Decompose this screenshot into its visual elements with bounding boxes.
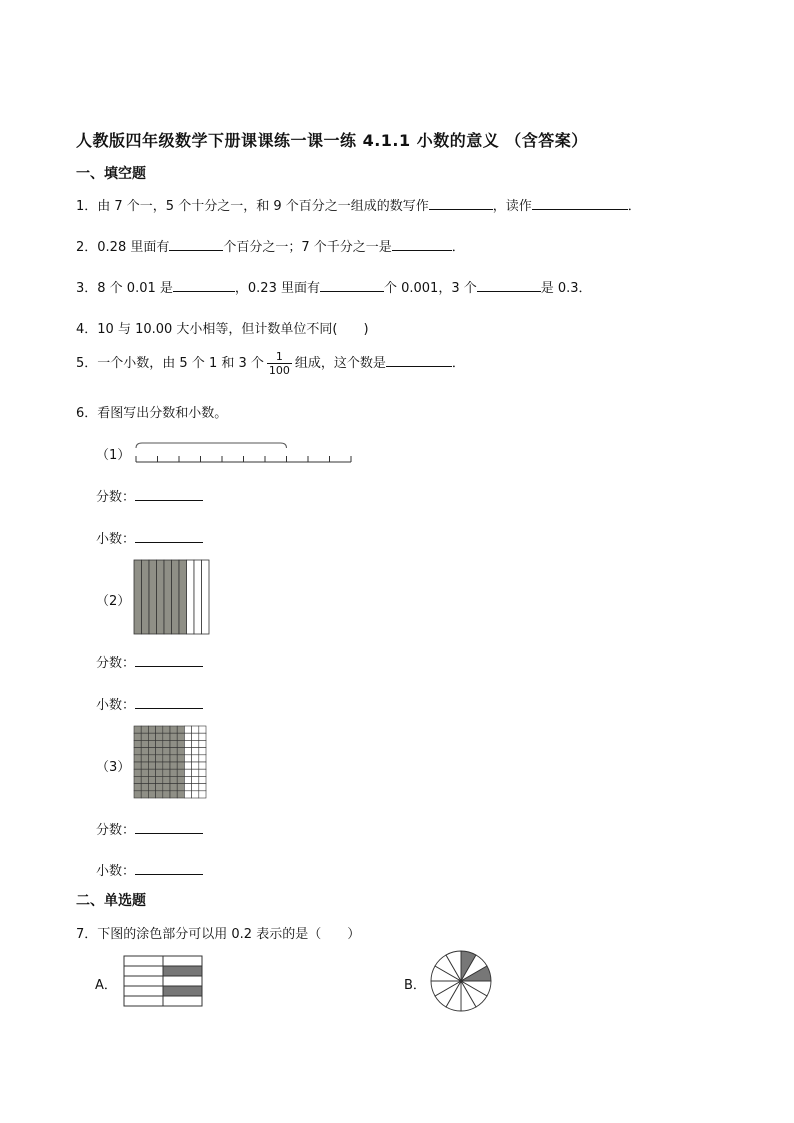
part-1-label: （1） [96,448,131,463]
q2-text-b: 个百分之一；7 个千分之一是 [223,240,392,255]
grid-cell [141,769,148,776]
grid-cell [199,755,206,762]
question-1 [76,195,641,214]
grid-cell [134,726,141,733]
grid-cell [163,755,170,762]
grid-cell [199,748,206,755]
grid-cell [192,748,199,755]
grid-cell [141,784,148,791]
q1-text-c: ． [627,199,641,214]
fraction-numerator: 1 [267,350,292,364]
grid-cell [192,791,199,798]
grid-cell [148,740,155,747]
grid-cell [192,762,199,769]
grid-cell [134,762,141,769]
grid-cell [199,733,206,740]
fraction-label: 分数： [96,656,136,671]
grid-cell [163,769,170,776]
grid-cell [192,776,199,783]
grid-cell [177,784,184,791]
grid-cell [184,791,191,798]
grid-cell [134,784,141,791]
grid-cell [192,740,199,747]
grid-cell [177,740,184,747]
q3-text-a: 3．8 个 0.01 是 [76,281,173,296]
ruler-brace [136,443,287,448]
optA-cell [124,996,163,1006]
part-3-decimal-blank[interactable] [135,862,203,875]
q1-answer-blank-2[interactable] [532,197,628,210]
grid-cell [134,755,141,762]
optA-cell [163,996,202,1006]
grid-cell [156,733,163,740]
optA-cell [163,956,202,966]
grid-cell [177,769,184,776]
optA-cell [163,966,202,976]
grid-cell [199,769,206,776]
grid-cell [177,791,184,798]
grid-cell [170,726,177,733]
q5-fraction [267,350,292,377]
decimal-label: 小数： [96,864,136,879]
fraction-denominator: 100 [268,364,290,377]
grid-cell [170,791,177,798]
q1-text-a: 1．由 7 个一，5 个十分之一，和 9 个百分之一组成的数写作 [76,199,429,214]
part-3-fraction-row [96,819,203,838]
strip-column [164,560,172,634]
strip-column [172,560,180,634]
grid-cell [134,791,141,798]
grid-cell [170,769,177,776]
grid-cell [163,726,170,733]
grid-cell [163,776,170,783]
grid-cell [192,769,199,776]
grid-cell [192,784,199,791]
strip-column [202,560,210,634]
grid-cell [163,733,170,740]
grid-cell [156,762,163,769]
part-2-fraction-row [96,652,203,671]
grid-cell [156,776,163,783]
grid-cell [148,748,155,755]
grid-cell [156,740,163,747]
part-2-decimal-blank[interactable] [135,696,203,709]
grid-cell [134,733,141,740]
grid-cell [163,740,170,747]
grid-cell [177,755,184,762]
grid-cell [184,769,191,776]
grid-cell [134,740,141,747]
grid-cell [148,769,155,776]
q5-text-b: 组成，这个数是 [294,356,386,371]
grid-cell [192,733,199,740]
grid-cell [170,748,177,755]
grid-cell [184,726,191,733]
grid-cell [141,748,148,755]
section-heading-single-choice: 二、单选题 [76,893,146,909]
q2-answer-blank-2[interactable] [392,238,452,251]
grid-cell [177,726,184,733]
part-3-label: （3） [96,760,131,775]
question-5 [76,350,465,377]
grid-cell [192,726,199,733]
grid-cell [141,740,148,747]
q5-text-c: ． [451,356,465,371]
strip-column [157,560,165,634]
grid-cell [184,748,191,755]
fraction-label: 分数： [96,823,136,838]
strip-column [134,560,142,634]
grid-cell [184,740,191,747]
grid-cell [134,769,141,776]
section-heading-fill-blank: 一、填空题 [76,166,146,182]
grid-cell [156,784,163,791]
grid-cell [141,726,148,733]
grid-cell [184,762,191,769]
grid-cell [170,784,177,791]
grid-cell [134,748,141,755]
strip-column [142,560,150,634]
grid-cell [156,748,163,755]
grid-cell [170,733,177,740]
grid-cell [141,733,148,740]
grid-cell [148,755,155,762]
part-1-decimal-blank[interactable] [135,530,203,543]
grid-cell [199,740,206,747]
q1-answer-blank-1[interactable] [429,197,493,210]
q3-answer-blank-2[interactable] [320,279,384,292]
q3-text-c: 个 0.001，3 个 [383,281,477,296]
grid-cell [177,733,184,740]
grid-cell [184,776,191,783]
q5-answer-blank[interactable] [386,354,452,367]
grid-cell [163,762,170,769]
grid-cell [184,784,191,791]
grid-cell [156,791,163,798]
strip-column [149,560,157,634]
part-2-label: （2） [96,594,131,609]
option-b-label[interactable]: B． [404,978,426,993]
q2-answer-blank-1[interactable] [169,238,223,251]
grid-cell [177,748,184,755]
part-1-fraction-row [96,486,203,505]
q2-text-a: 2．0.28 里面有 [76,240,170,255]
option-a-label[interactable]: A． [95,978,117,993]
q3-answer-blank-3[interactable] [477,279,541,292]
optA-cell [124,986,163,996]
q3-text-d: 是 0.3． [540,281,592,296]
part-3-fraction-blank[interactable] [135,821,203,834]
question-4: 4．10 与 10.00 大小相等，但计数单位不同( ) [76,322,369,337]
grid-cell [199,726,206,733]
grid-cell [184,755,191,762]
grid-cell [163,791,170,798]
strip-column [179,560,187,634]
grid-cell [141,762,148,769]
ruler-figure [130,436,360,470]
part-1-decimal-row [96,528,203,547]
grid-cell [177,762,184,769]
option-b-figure[interactable] [428,950,494,1012]
decimal-label: 小数： [96,698,136,713]
decimal-label: 小数： [96,532,136,547]
hundred-grid-figure [133,725,208,800]
grid-cell [170,740,177,747]
q5-text-a: 5．一个小数，由 5 个 1 和 3 个 [76,356,264,371]
optA-cell [163,976,202,986]
part-2-decimal-row [96,694,203,713]
page-title: 人教版四年级数学下册课课练一课一练 4.1.1 小数的意义 （含答案） [76,131,588,150]
optA-cell [124,966,163,976]
question-3 [76,277,592,296]
q3-answer-blank-1[interactable] [173,279,235,292]
optA-cell [124,976,163,986]
grid-cell [148,776,155,783]
grid-cell [148,791,155,798]
option-a-figure[interactable] [123,955,203,1007]
grid-cell [148,726,155,733]
grid-cell [156,769,163,776]
grid-cell [199,762,206,769]
strip-column [187,560,195,634]
grid-cell [170,755,177,762]
grid-cell [156,755,163,762]
part-1-fraction-blank[interactable] [135,488,203,501]
question-7: 7．下图的涂色部分可以用 0.2 表示的是（ ） [76,927,361,942]
optA-cell [124,956,163,966]
grid-cell [184,733,191,740]
strip-figure [133,559,211,635]
grid-cell [141,791,148,798]
grid-cell [156,726,163,733]
q2-text-c: ． [451,240,465,255]
q1-text-b: ，读作 [492,199,532,214]
q3-text-b: ，0.23 里面有 [234,281,320,296]
grid-cell [199,776,206,783]
grid-cell [141,776,148,783]
grid-cell [134,776,141,783]
part-3-decimal-row [96,860,203,879]
grid-cell [177,776,184,783]
grid-cell [163,748,170,755]
question-2 [76,236,465,255]
grid-cell [199,784,206,791]
grid-cell [163,784,170,791]
grid-cell [148,733,155,740]
grid-cell [170,776,177,783]
grid-cell [170,762,177,769]
question-6: 6．看图写出分数和小数。 [76,406,228,421]
grid-cell [192,755,199,762]
grid-cell [141,755,148,762]
fraction-label: 分数： [96,490,136,505]
grid-cell [148,784,155,791]
part-2-fraction-blank[interactable] [135,654,203,667]
strip-column [194,560,202,634]
optA-cell [163,986,202,996]
grid-cell [148,762,155,769]
grid-cell [199,791,206,798]
